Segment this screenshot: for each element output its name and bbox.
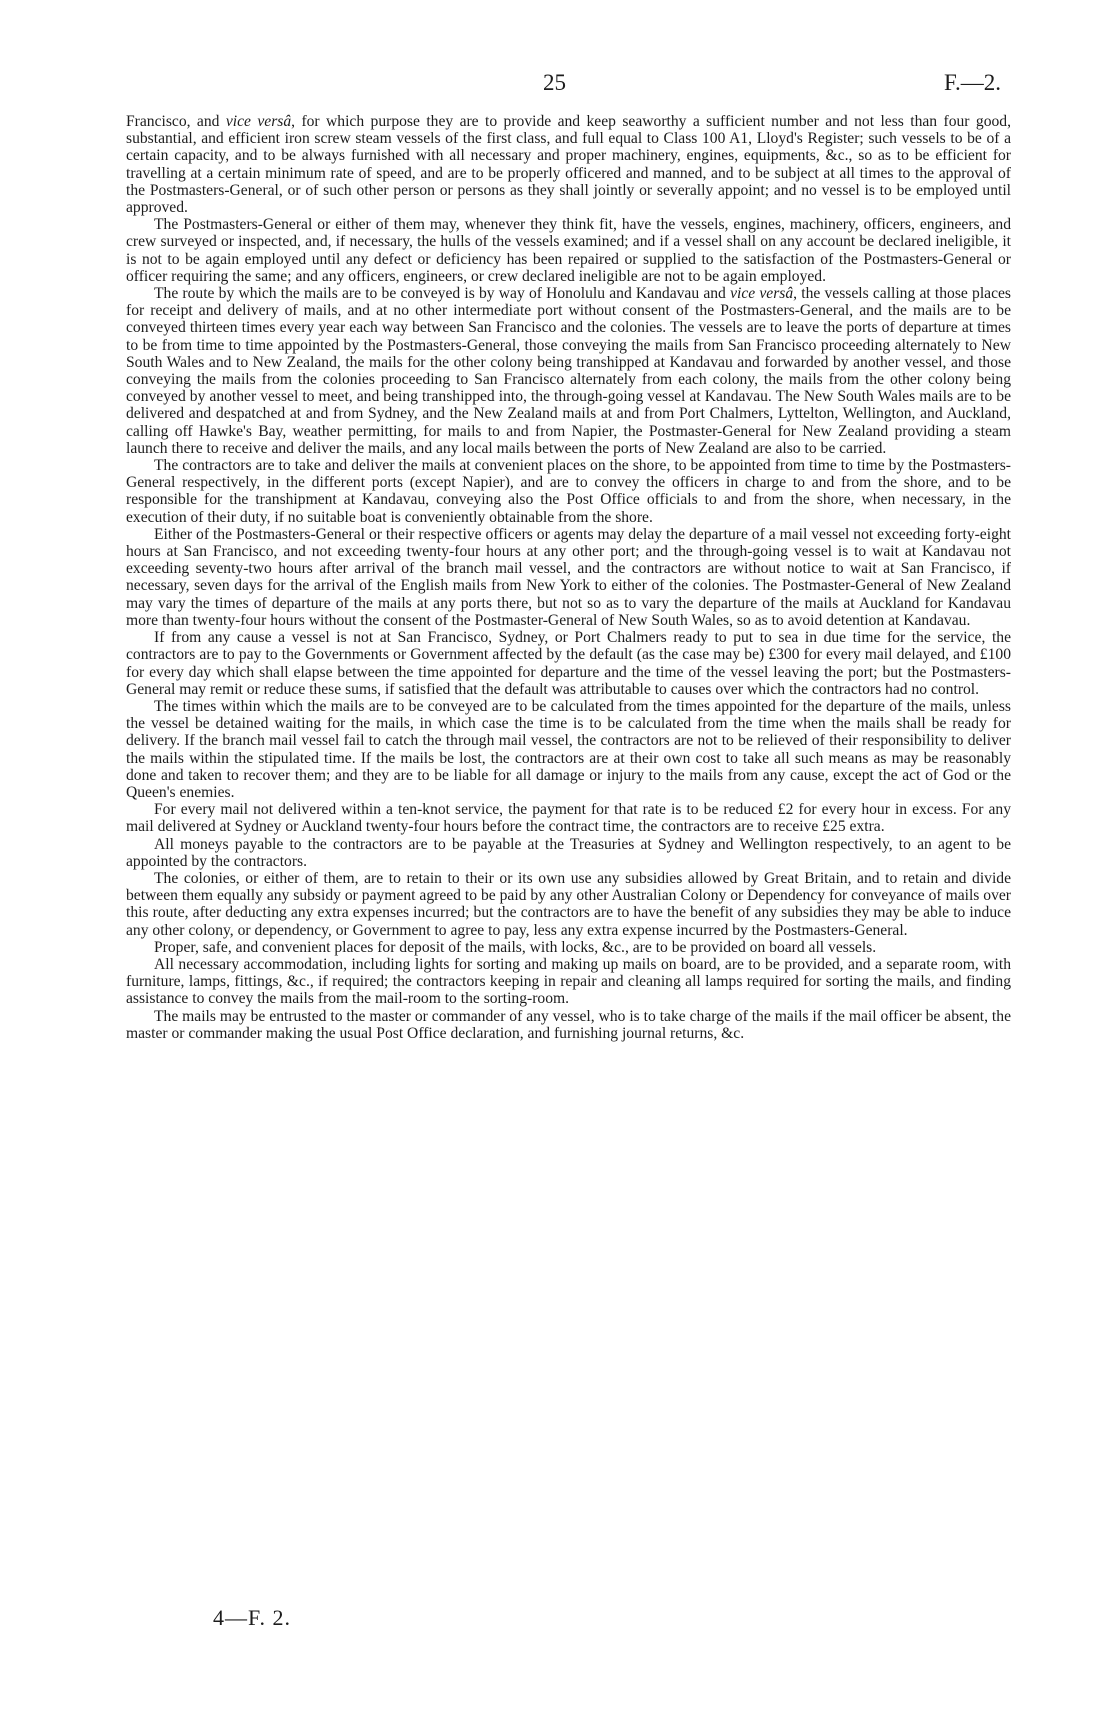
paragraph-text: All moneys payable to the contractors are to be payable at the Treasuries at Sydney and Wellington respectively, to an agent to be appointed by the contractors.	[126, 835, 1011, 870]
paragraph	[126, 457, 1011, 526]
paragraph-text: All necessary accommodation, including lights for sorting and making up mails on board, are to be provided, and a separate room, with furniture, lamps, fittings, &c., if required; the contractors keeping in repair and cleaning all lamps required for sorting the mails, and finding assistance to convey the mails from the mail-room to the sorting-room.	[126, 955, 1011, 1008]
paragraph-text: Proper, safe, and convenient places for deposit of the mails, with locks, &c., are to be provided on board all vessels.	[154, 938, 877, 956]
paragraph	[126, 285, 1011, 457]
body-text	[126, 113, 1011, 1042]
paragraph-text: , for which purpose they are to provide and keep seaworthy a sufficient number and not less than four good, substantial, and efficient iron screw steam vessels of the first class, and full equal to Class 100 A1, Lloyd's Register; such vessels to be of a certain capacity, and to be always furnished with all necessary and proper machinery, engines, equipments, &c., so as to be efficient for travelling at a certain minimum rate of speed, and are to be properly officered and manned, and to be subject at all times to the approval of the Postmasters-General, or of such other person or persons as they shall jointly or severally appoint; and no vessel is to be employed until approved.	[126, 113, 1011, 217]
paragraph	[126, 216, 1011, 285]
paragraph-text: The mails may be entrusted to the master or commander of any vessel, who is to take charge of the mails if the mail officer be absent, the master or commander making the usual Post Office declaration, and furnishing journal returns, &c.	[126, 1007, 1011, 1042]
page-number: 25	[543, 70, 566, 95]
paragraph	[126, 939, 1011, 956]
paragraph	[126, 801, 1011, 835]
printer-signature: 4—F. 2.	[213, 1605, 291, 1630]
italic-text: vice versâ	[225, 113, 292, 130]
paragraph-text: Francisco, and	[126, 113, 226, 130]
paragraph	[126, 870, 1011, 939]
document-reference: F.—2.	[944, 70, 1001, 95]
paragraph-text: The Postmasters-General or either of them may, whenever they think fit, have the vessels, engines, machinery, officers, engineers, and crew surveyed or inspected, and, if necessary, the hulls of the vessels examined; and if a vessel shall on any account be declared ineligible, it is not to be again employed until any defect or deficiency has been repaired or supplied to the satisfaction of the Postmasters-General or officer requiring the same; and any officers, engineers, or crew declared ineligible are not to be again employed.	[126, 216, 1011, 285]
paragraph	[126, 698, 1011, 801]
paragraph	[126, 1008, 1011, 1042]
paragraph	[126, 956, 1011, 1008]
paragraph	[126, 526, 1011, 629]
paragraph-text: The contractors are to take and deliver the mails at convenient places on the shore, to be appointed from time to time by the Postmasters-General respectively, in the different ports (except Napier), and are to convey the officers in charge to and from the shore, and to be responsible for the transhipment at Kandavau, conveying also the Post Office officials to and from the shore, when necessary, in the execution of their duty, if no suitable boat is conveniently obtainable from the shore.	[126, 457, 1011, 526]
paragraph	[126, 629, 1011, 698]
paragraph	[126, 836, 1011, 870]
paragraph-text: For every mail not delivered within a ten-knot service, the payment for that rate is to be reduced £2 for every hour in excess. For any mail delivered at Sydney or Auckland twenty-four hours before the contract time, the contractors are to receive £25 extra.	[126, 801, 1011, 836]
paragraph-text: If from any cause a vessel is not at San Francisco, Sydney, or Port Chalmers ready to put to sea in due time for the service, the contractors are to pay to the Governments or Government affected by the default (as the case may be) £300 for every mail delayed, and £100 for every day which shall elapse between the time appointed for departure and the time of the vessel leaving the port; but the Postmasters-General may remit or reduce these sums, if satisfied that the default was attributable to causes over which the contractors had no control.	[126, 629, 1011, 698]
paragraph-text: Either of the Postmasters-General or their respective officers or agents may delay the departure of a mail vessel not exceeding forty-eight hours at San Francisco, and not exceeding twenty-four hours at any other port; and the through-going vessel is to wait at Kandavau not exceeding seventy-two hours after arrival of the branch mail vessel, and the contractors are without notice to wait at San Francisco, if necessary, seven days for the arrival of the English mails from New York to either of the colonies. The Postmaster-General of New Zealand may vary the times of departure of the mails at any ports there, but not so as to vary the departure of the mails at Auckland for Kandavau more than twenty-four hours without the consent of the Postmaster-General of New South Wales, so as to avoid detention at Kandavau.	[126, 525, 1011, 629]
paragraph	[126, 113, 1011, 216]
paragraph-text: The times within which the mails are to be conveyed are to be calculated from the times appointed for the departure of the mails, unless the vessel be detained waiting for the mails, in which case the time is to be calculated from the time when the mails shall be ready for delivery. If the branch mail vessel fail to catch the through mail vessel, the contractors are not to be relieved of their responsibility to deliver the mails within the stipulated time. If the mails be lost, the contractors are at their own cost to take all such means as may be reasonably done and taken to recover them; and they are to be liable for all damage or injury to the mails from any cause, except the act of God or the Queen's enemies.	[126, 697, 1011, 801]
paragraph-text: The route by which the mails are to be conveyed is by way of Honolulu and Kandavau and	[154, 285, 731, 303]
italic-text: vice versâ	[730, 285, 794, 303]
paragraph-text: The colonies, or either of them, are to retain to their or its own use any subsidies allowed by Great Britain, and to retain and divide between them equally any subsidy or payment agreed to be paid by any other Australian Colony or Dependency for conveyance of mails over this route, after deducting any extra expenses incurred; but the contractors are to have the benefit of any subsidies they may be able to induce any other colony, or dependency, or Government to agree to pay, less any extra expense incurred by the Postmasters-General.	[126, 869, 1011, 939]
paragraph-text: , the vessels calling at those places for receipt and delivery of mails, and at no other intermediate port without consent of the Postmasters-General, and the mails are to be conveyed thirteen times every year each way between San Francisco and the colonies. The vessels are to leave the ports of departure at times to be from time to time appointed by the Postmasters-General, those conveying the mails from San Francisco proceeding alternately to New South Wales and to New Zealand, the mails for the other colony being transhipped at Kandavau and forwarded by another vessel, and those conveying the mails from the colonies proceeding to San Francisco alternately from each colony, the mails from the other colony being conveyed by another vessel to meet, and being transhipped into, the through-going vessel at Kandavau. The New South Wales mails are to be delivered and despatched at and from Sydney, and the New Zealand mails at and from Port Chalmers, Lyttelton, Wellington, and Auckland, calling off Hawke's Bay, weather permitting, for mails to and from Napier, the Postmaster-General for New Zealand providing a steam launch there to receive and deliver the mails, and any local mails between the ports of New Zealand are also to be carried.	[126, 285, 1011, 457]
